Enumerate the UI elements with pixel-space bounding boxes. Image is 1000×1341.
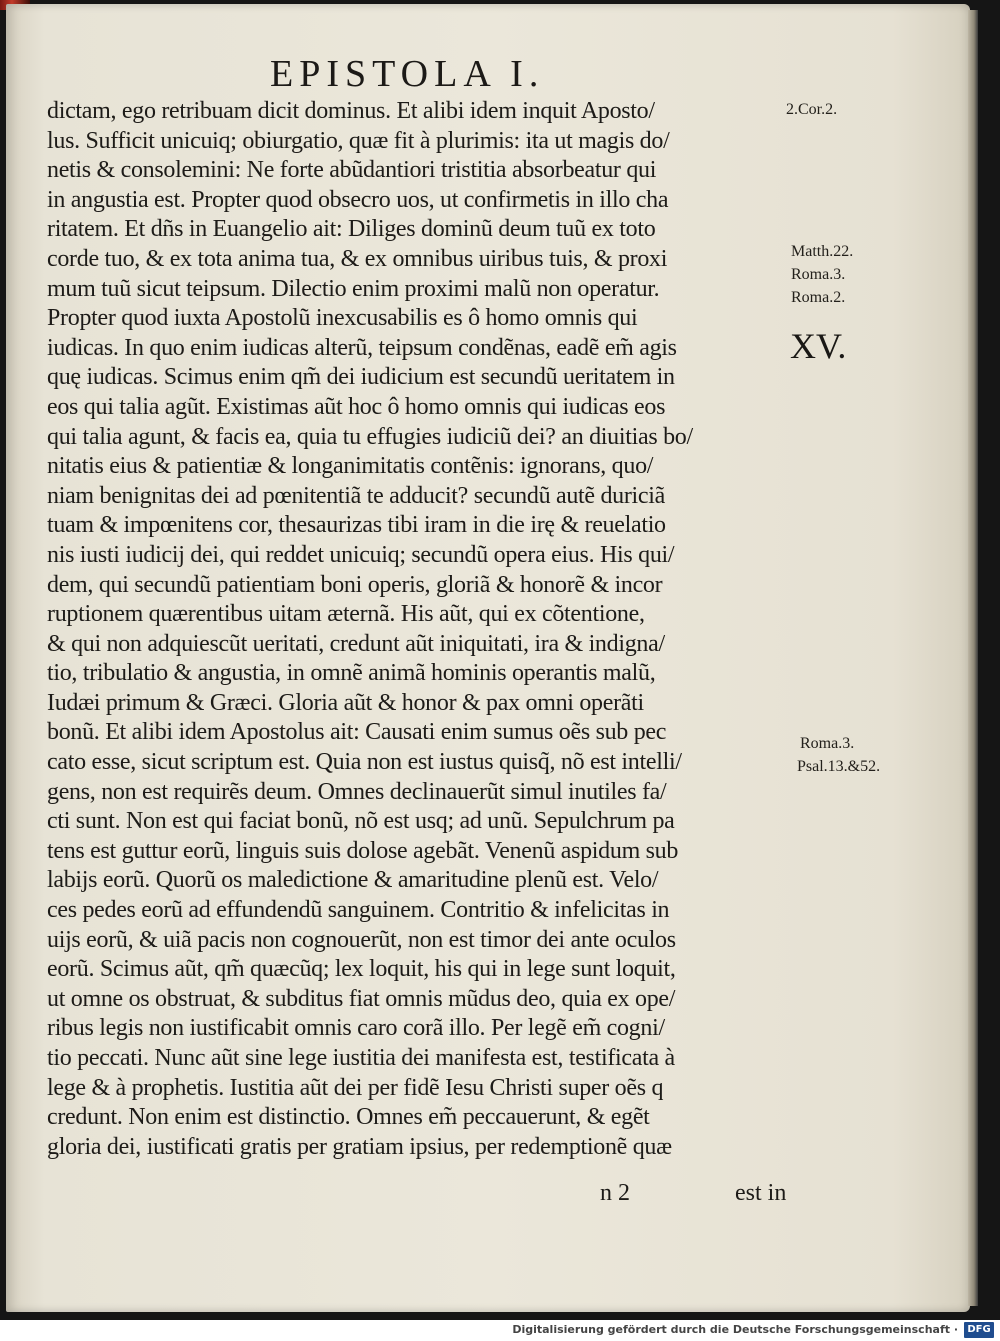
text-line: labijs eorũ. Quorũ os maledictione & amaritudine plenũ est. Velo/	[47, 867, 659, 894]
text-line: dictam, ego retribuam dicit dominus. Et alibi idem inquit Aposto/	[47, 98, 655, 124]
text-line: mum tuũ sicut teipsum. Dilectio enim proximi malũ non operatur.	[47, 275, 660, 302]
margin-note-matth: Matth.22.	[791, 243, 854, 260]
text-line: tuam & impœnitens cor, thesaurizas tibi iram in die irę & reuelatio	[47, 512, 666, 539]
text-line: lus. Sufficit unicuiq; obiurgatio, quæ fit à plurimis: ita ut magis do/	[47, 127, 670, 154]
page-edge	[968, 10, 978, 1306]
text-line: cti sunt. Non est qui faciat bonũ, nõ est usq; ad unũ. Sepulchrum pa	[47, 808, 675, 835]
text-line: tio peccati. Nunc aũt sine lege iustitia dei manifesta est, testificata à	[47, 1045, 675, 1071]
margin-note-psal: Psal.13.&52.	[797, 758, 881, 775]
text-line: bonũ. Et alibi idem Apostolus ait: Causati enim sumus oẽs sub pec	[47, 719, 667, 746]
catchword: est in	[735, 1180, 787, 1206]
margin-note-roma-3: Roma.3.	[791, 266, 846, 283]
margin-note-roma-2: Roma.2.	[791, 289, 846, 306]
text-line: ribus legis non iustificabit omnis caro corã illo. Per legẽ em̃ cogni/	[47, 1015, 665, 1042]
text-line: ut omne os obstruat, & subditus fiat omnis mũdus deo, quia ex ope/	[47, 985, 676, 1012]
text-line: Propter quod iuxta Apostolũ inexcusabilis es ô homo omnis qui	[47, 305, 638, 332]
text-line: eorũ. Scimus aũt, qm̃ quæcũq; lex loquit, his qui in lege sunt loquit,	[47, 956, 676, 983]
text-line: gloria dei, iustificati gratis per gratiam ipsius, per redemptionẽ quæ	[47, 1133, 672, 1160]
text-line: iudicas. In quo enim iudicas alterũ, teipsum condẽnas, eadẽ em̃ agis	[47, 334, 677, 361]
text-line: tens est guttur eorũ, linguis suis dolose agebãt. Venenũ aspidum sub	[47, 837, 679, 864]
text-line: eos qui talia agũt. Existimas aũt hoc ô homo omnis qui iudicas eos	[47, 393, 666, 420]
text-line: nis iusti iudicij dei, qui reddet unicuiq; secundũ opera eius. His qui/	[47, 541, 675, 568]
text-line: in angustia est. Propter quod obsecro uos, ut confirmetis in illo cha	[47, 186, 669, 213]
text-line: netis & consolemini: Ne forte abũdantiori tristitia absorbeatur qui	[47, 157, 657, 184]
dfg-logo: DFG	[964, 1322, 994, 1338]
text-line: corde tuo, & ex tota anima tua, & ex omnibus uiribus tuis, & proxi	[47, 245, 668, 272]
text-line: quę iudicas. Scimus enim qm̃ dei iudicium est secundũ ueritatem in	[47, 364, 675, 391]
text-line: ruptionem quærentibus uitam æternã. His aũt, qui ex cõtentione,	[47, 601, 645, 628]
text-line: ritatem. Et dñs in Euangelio ait: Diliges dominũ deum tuũ ex toto	[47, 216, 656, 243]
text-line: qui talia agunt, & facis ea, quia tu effugies iudiciũ dei? an diuitias bo/	[47, 423, 693, 450]
text-line: uijs eorũ, & uiã pacis non cognouerũt, non est timor dei ante oculos	[47, 926, 676, 953]
text-line: credunt. Non enim est distinctio. Omnes em̃ peccauerunt, & egẽt	[47, 1104, 650, 1131]
text-line: gens, non est requirẽs deum. Omnes declinauerũt simul inutiles fa/	[47, 778, 667, 805]
text-line: lege & à prophetis. Iustitia aũt dei per fidẽ Iesu Christi super oẽs q	[47, 1074, 664, 1101]
running-title: EPISTOLA I.	[270, 53, 545, 95]
text-line: & qui non adquiescũt ueritati, credunt aũt iniquitati, ira & indigna/	[47, 630, 665, 657]
body-text	[47, 97, 792, 1162]
margin-note-roma-3b: Roma.3.	[800, 735, 855, 752]
chapter-number: XV.	[790, 326, 847, 366]
text-line: cato esse, sicut scriptum est. Quia non est iustus quisq̃, nõ est intelli/	[47, 749, 682, 776]
credit-bar	[0, 1320, 1000, 1341]
text-line: dem, qui secundũ patientiam boni operis, gloriã & honorẽ & incor	[47, 571, 663, 598]
text-line: tio, tribulatio & angustia, in omnẽ animã hominis operantis malũ,	[47, 660, 656, 687]
text-line: Iudæi primum & Græci. Gloria aũt & honor & pax omni operãti	[47, 689, 644, 716]
margin-note-cor: 2.Cor.2.	[786, 101, 838, 118]
credit-text: Digitalisierung gefördert durch die Deutsche Forschungsgemeinschaft ·	[512, 1323, 958, 1336]
text-line: ces pedes eorũ ad effundendũ sanguinem. Contritio & infelicitas in	[47, 897, 670, 924]
signature-mark: n 2	[600, 1180, 630, 1206]
text-line: nitatis eius & patientiæ & longanimitatis contẽnis: ignorans, quo/	[47, 453, 654, 480]
text-line: niam benignitas dei ad pœnitentiã te adducit? secundũ autẽ duriciã	[47, 482, 665, 509]
